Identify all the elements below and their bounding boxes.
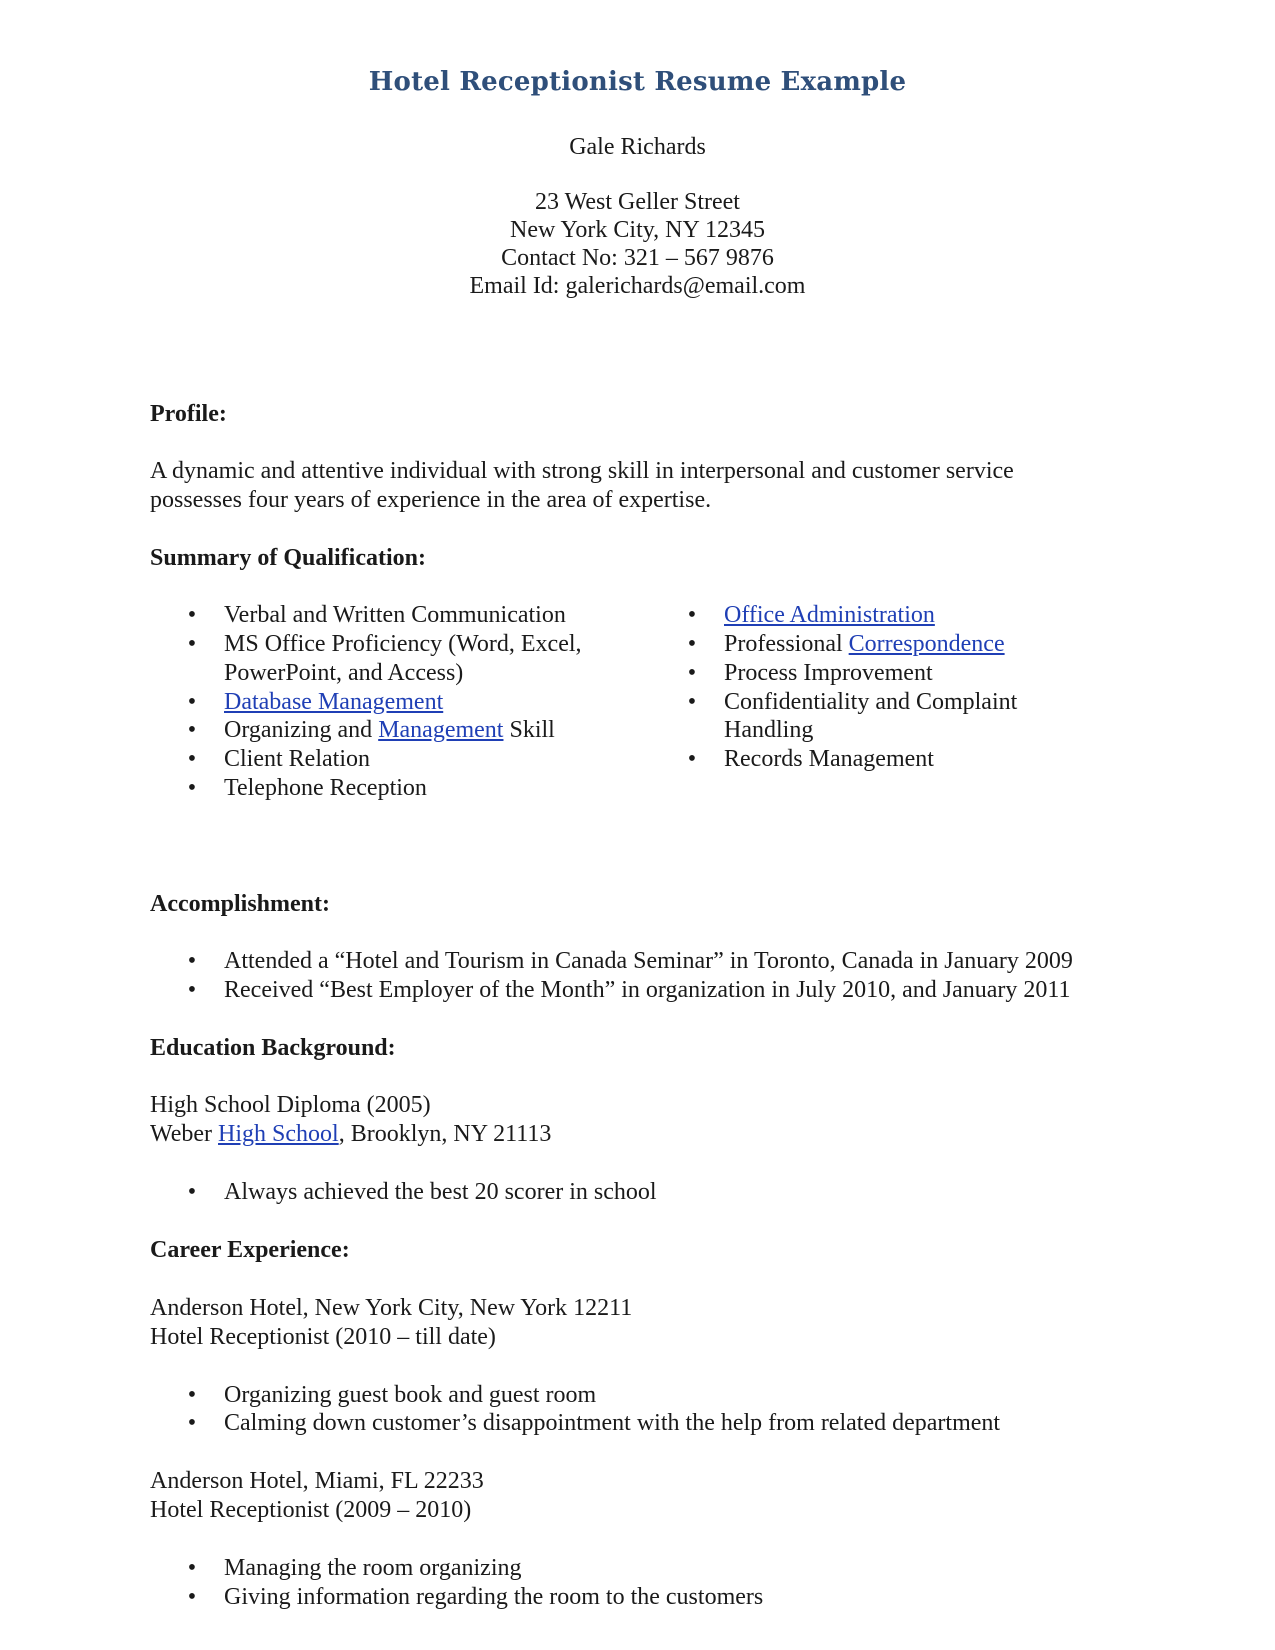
job-employer: Anderson Hotel, Miami, FL 22233 [150,1468,484,1494]
management-link[interactable]: Management [378,717,504,743]
education-school [150,1120,551,1149]
bullet-icon: • [187,948,197,974]
qualification-item-continued: PowerPoint, and Access) [224,660,464,686]
bullet-icon: • [187,1179,197,1205]
job-duty: Organizing guest book and guest room [224,1382,597,1408]
education-item: Always achieved the best 20 scorer in school [224,1179,657,1205]
address-street: 23 West Geller Street [535,189,740,215]
accomplishment-item: Attended a “Hotel and Tourism in Canada Seminar” in Toronto, Canada in January 2009 [224,948,1073,974]
education-diploma: High School Diploma (2005) [150,1092,431,1118]
bullet-icon: • [687,631,697,657]
job-title: Hotel Receptionist (2009 – 2010) [150,1497,472,1523]
qualification-item: Verbal and Written Communication [224,602,566,628]
job-duty: Calming down customer’s disappointment with the help from related department [224,1410,1001,1436]
qualification-item: Confidentiality and Complaint [724,689,1018,715]
bullet-icon: • [187,602,197,628]
qualification-text: Skill [503,717,555,743]
qualification-item [724,630,1005,659]
bullet-icon: • [687,689,697,715]
job-title: Hotel Receptionist (2010 – till date) [150,1324,496,1350]
office-administration-link[interactable]: Office Administration [724,602,935,628]
bullet-icon: • [187,977,197,1003]
job-duty: Managing the room organizing [224,1555,522,1581]
high-school-link[interactable]: High School [218,1121,339,1147]
bullet-icon: • [187,775,197,801]
accomplishment-heading: Accomplishment: [150,891,330,917]
qualification-item: Telephone Reception [224,775,427,801]
database-management-link[interactable]: Database Management [224,689,444,715]
bullet-icon: • [687,746,697,772]
bullet-icon: • [187,1555,197,1581]
job-duty: Giving information regarding the room to the customers [224,1584,764,1610]
school-location-text: , Brooklyn, NY 21113 [338,1121,552,1147]
profile-heading: Profile: [150,401,227,427]
qualification-item [224,716,555,745]
accomplishment-item: Received “Best Employer of the Month” in organization in July 2010, and January 2011 [224,977,1071,1003]
education-heading: Education Background: [150,1035,396,1061]
bullet-icon: • [687,660,697,686]
applicant-name: Gale Richards [569,134,706,160]
qualification-item: Records Management [724,746,934,772]
job-employer: Anderson Hotel, New York City, New York 12211 [150,1295,633,1321]
profile-text-line2: possesses four years of experience in the area of expertise. [150,487,712,513]
career-heading: Career Experience: [150,1237,350,1263]
bullet-icon: • [187,717,197,743]
document-title: Hotel Receptionist Resume Example [368,67,907,97]
address-city: New York City, NY 12345 [510,217,765,243]
bullet-icon: • [687,602,697,628]
bullet-icon: • [187,631,197,657]
qualification-text: Professional [724,631,849,657]
contact-phone: Contact No: 321 – 567 9876 [501,245,774,271]
contact-email: Email Id: galerichards@email.com [469,273,806,299]
profile-text-line1: A dynamic and attentive individual with strong skill in interpersonal and customer service [150,458,1014,484]
qualification-text: Organizing and [224,717,379,743]
qualification-item: MS Office Proficiency (Word, Excel, [224,631,582,657]
school-name-text: Weber [150,1121,219,1147]
bullet-icon: • [187,689,197,715]
qualification-item-continued: Handling [724,717,814,743]
qualification-item: Client Relation [224,746,370,772]
qualification-item: Process Improvement [724,660,933,686]
bullet-icon: • [187,1382,197,1408]
bullet-icon: • [187,1410,197,1436]
bullet-icon: • [187,746,197,772]
correspondence-link[interactable]: Correspondence [848,631,1005,657]
qualification-heading: Summary of Qualification: [150,545,426,571]
bullet-icon: • [187,1584,197,1610]
